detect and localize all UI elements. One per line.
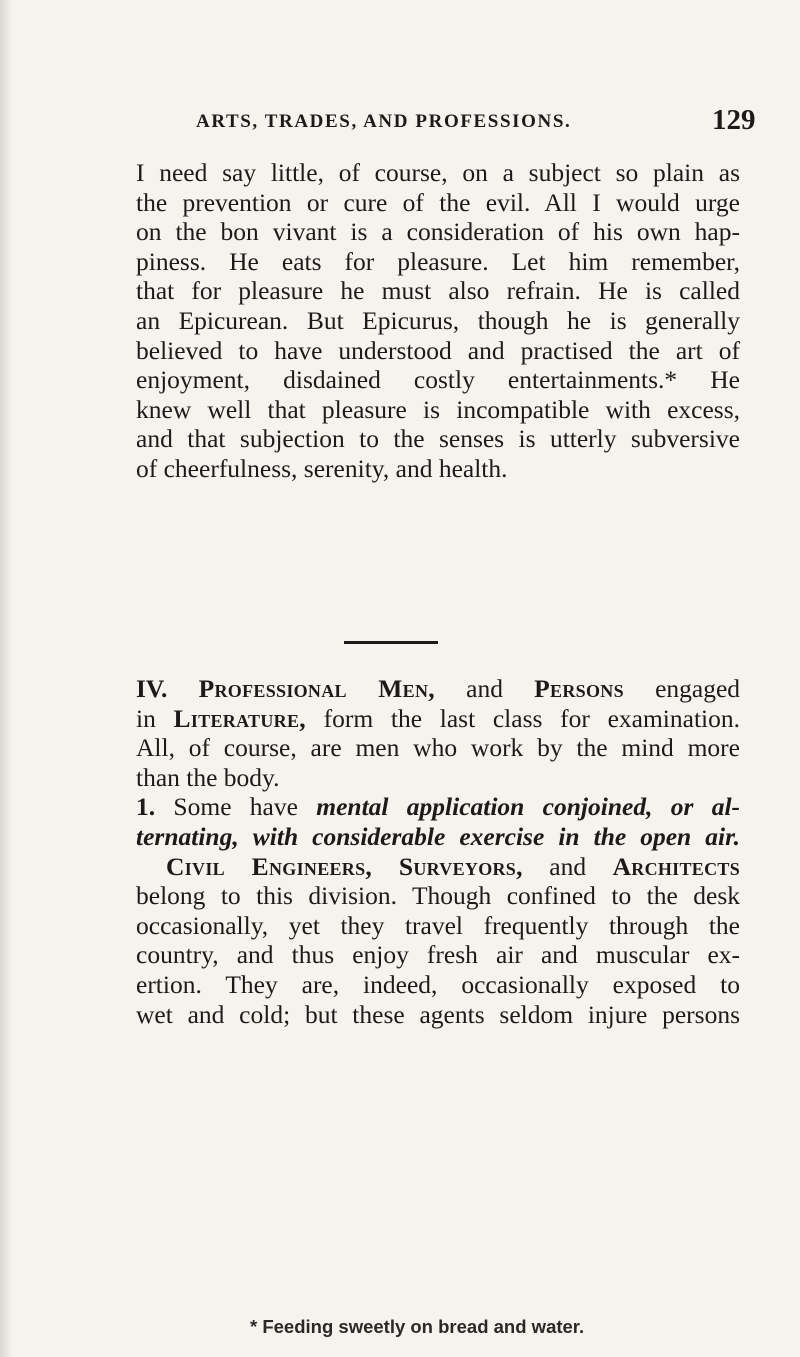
item-italic-text: mental application conjoined, or al- [316,792,740,822]
running-head [0,104,800,144]
running-title: ARTS, TRADES, AND PROFESSIONS. [196,111,572,132]
text-line: wet and cold; but these agents seldom injure persons [136,999,740,1029]
item-plain-text: Some have [173,792,298,822]
text-line: belong to this division. Though confined to the desk [136,881,740,911]
section-numeral: IV. [136,674,168,703]
section-heading-line [136,674,740,704]
text-line: knew well that pleasure is incompatible with excess, [136,394,740,424]
text-line: ertion. They are, indeed, occasionally exposed to [136,969,740,999]
text-line: I need say little, of course, on a subject so plain as [136,158,740,187]
numbered-item-line [136,792,740,822]
heading-line-end: engaged [655,674,740,703]
section-divider-rule [344,641,438,644]
footnote: * Feeding sweetly on bread and water. [250,1316,585,1337]
heading-engineers-surveyors: Civil Engineers, Surveyors, [166,851,523,881]
line-prefix: in [136,703,156,733]
text-line: than the body. [136,762,280,792]
text-line: occasionally, yet they travel frequently through the [136,910,740,940]
line-rest: form the last class for examination. [323,703,740,733]
heading-connector: and [466,674,503,703]
page-number: 129 [712,104,756,136]
heading-connector: and [549,851,587,881]
text-line: All, of course, are men who work by the mind more [136,733,740,763]
text-line: ternating, with considerable exercise in the open air. [136,821,740,851]
text-line: the prevention or cure of the evil. All I would urge [136,187,740,217]
text-line: country, and thus enjoy fresh air and muscular ex- [136,940,740,970]
text-line [136,704,740,734]
heading-literature: Literature, [173,703,306,733]
text-line: of cheerfulness, serenity, and health. [136,453,508,483]
item-number: 1. [136,792,156,822]
text-line: enjoyment, disdained costly entertainments.* He [136,365,740,395]
text-line: believed to have understood and practised the art of [136,335,740,365]
heading-professional-men: Professional Men, [198,674,435,703]
text-line: an Epicurean. But Epicurus, though he is generally [136,305,740,335]
heading-persons: Persons [534,674,624,703]
text-line: piness. He eats for pleasure. Let him remember, [136,246,740,276]
text-line: that for pleasure he must also refrain. He is called [136,276,740,306]
paragraph-one [136,158,740,484]
section-four [136,674,740,1029]
page-binding-shadow [0,0,12,1357]
text-line: and that subjection to the senses is utterly subversive [136,424,740,454]
text-line: on the bon vivant is a consideration of his own hap- [136,217,740,247]
subheading-line [136,852,740,882]
heading-architects: Architects [612,851,740,881]
